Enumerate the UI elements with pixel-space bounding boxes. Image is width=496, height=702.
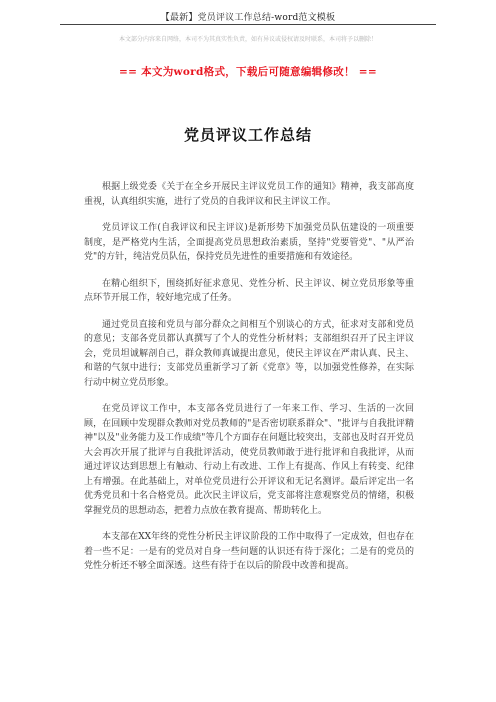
- paragraph: 党员评议工作(自我评议和民主评议)是新形势下加强党员队伍建设的一项重要制度，是严格党内生活，全面提高党员思想政治素质，坚持"党要管党"、"从严治党"的方针，纯洁党员队伍，保持党员先进性的重要措施和有效途径。: [84, 223, 414, 262]
- paragraph: 在精心组织下，围绕抓好征求意见、党性分析、民主评议、树立党员形象等重点环节开展工作，较好地完成了任务。: [84, 278, 414, 303]
- disclaimer-text: 本文部分内容来自网络，本司不为其真实性负责，如有异议或侵权请及时联系，本司将予以删除！: [118, 36, 377, 43]
- paragraph: 在党员评议工作中，本支部各党员进行了一年来工作、学习、生活的一次回顾，在回顾中发现群众教师对党员教师的"是否密切联系群众"、"批评与自我批评精神"以及"业务能力及工作成绩"等几个方面存在问题比较突出，支部也及时召开党员大会再次开展了批评与自我批评活动，使党员教师敢于进行批评和自我批评，从而通过评议达到思想上有触动、行动上有改进、工作上有提高、作风上有转变、纪律上有增强。在此基础上，对单位党员进行公开评议和无记名测评。最后评定出一名优秀党员和十名合格党员。此次民主评议后，党支部将注意观察党员的情绪，积极掌握党员的思想动态，把着力点放在教育提高、帮助转化上。: [84, 404, 414, 516]
- header-divider: [60, 24, 436, 25]
- paragraph: 根据上级党委《关于在全乡开展民主评议党员工作的通知》精神，我支部高度重视，认真组织实施，进行了党员的自我评议和民主评议工作。: [84, 182, 414, 207]
- header-title: 【最新】党员评议工作总结-word范文模板: [160, 13, 336, 23]
- document-body: [84, 180, 414, 586]
- document-title: 党员评议工作总结: [183, 126, 312, 144]
- paragraph: 本支部在XX年终的党性分析民主评议阶段的工作中取得了一定成效，但也存在着一些不足：一是有的党员对自身一些问题的认识还有待于深化；二是有的党员的党性分析还不够全面深透。这些有待于在以后的阶段中改善和提高。: [84, 532, 414, 571]
- edit-notice: == 本文为word格式，下载后可随意编辑修改！ ==: [118, 66, 378, 78]
- paragraph: 通过党员直接和党员与部分群众之间相互个别谈心的方式，征求对支部和党员的意见；支部各党员都认真撰写了个人的党性分析材料；支部组织召开了民主评议会，党员坦诚解剖自己，群众教师真诚提出意见，使民主评议在严肃认真、民主、和谐的气氛中进行；支部党员重新学习了新《党章》等，以加强党性修养，在实际行动中树立党员形象。: [84, 319, 414, 388]
